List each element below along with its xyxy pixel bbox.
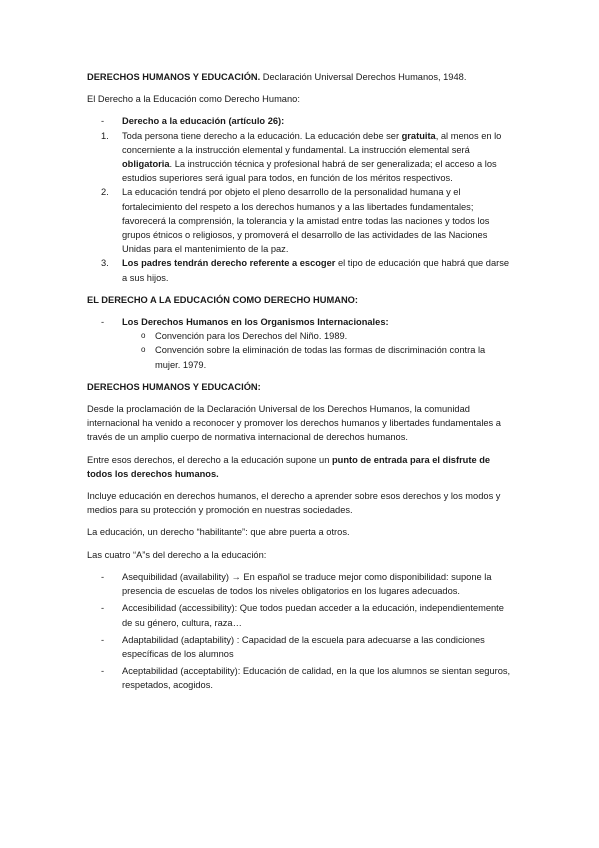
article-26-item <box>87 114 512 128</box>
heading-derechos-humanos-educacion <box>87 70 512 84</box>
sub-item-2 <box>87 343 512 371</box>
item-number: 1. <box>101 130 109 141</box>
heading-bold: DERECHOS HUMANOS Y EDUCACIÓN. <box>87 72 261 82</box>
sub-item-text: Convención sobre la eliminación de todas las formas de discriminación contra la mujer. 1979. <box>155 345 486 370</box>
organismos-label: Los Derechos Humanos en los Organismos Internacionales: <box>122 317 389 328</box>
four-a-text: Asequibilidad (availability) → En español se traduce mejor como disponibilidad: supone la presencia de escuelas de todos los niveles obligatorios en los lugares adecuados. <box>122 571 492 597</box>
numbered-item-3 <box>87 256 512 284</box>
heading-rest: Declaración Universal Derechos Humanos, 1948. <box>260 72 467 82</box>
four-a-item-2 <box>87 601 512 629</box>
item-number: 2. <box>101 187 109 198</box>
sub-item-text: Convención para los Derechos del Niño. 1989. <box>155 331 348 342</box>
article-26-label: Derecho a la educación (artículo 26): <box>122 116 285 127</box>
item-bold: gratuita <box>401 130 436 141</box>
numbered-item-1 <box>87 129 512 186</box>
four-a-item-1 <box>87 570 512 598</box>
heading-bold: DERECHOS HUMANOS Y EDUCACIÓN: <box>87 381 261 392</box>
four-a-item-3 <box>87 633 512 661</box>
paragraph-1: Desde la proclamación de la Declaración Universal de los Derechos Humanos, la comunidad internacional ha venido a reconocer y promover los derechos humanos y libertades fundamentales a través de un amplio cuerpo de normativa internacional de derechos humanos. <box>87 404 501 443</box>
organismos-item <box>87 315 512 329</box>
paragraph-5: Las cuatro “A”s del derecho a la educación: <box>87 549 267 560</box>
item-number: 3. <box>101 258 109 269</box>
four-a-text: Aceptabilidad (acceptability): Educación de calidad, en la que los alumnos se sientan seguros, respetados, acogidos. <box>122 666 511 691</box>
numbered-item-2 <box>87 185 512 256</box>
dash-bullet: - <box>101 317 105 328</box>
item-text: . La instrucción técnica y profesional habrá de ser generalizada; el acceso a los estudios superiores será igual para todos, en función de los méritos respectivos. <box>122 159 497 184</box>
item-text: , al menos en lo concerniente a la instrucción elemental y fundamental. La instrucción elemental será <box>122 130 502 155</box>
dash-bullet: - <box>101 571 105 582</box>
intro-text: El Derecho a la Educación como Derecho Humano: <box>87 94 300 105</box>
document-page <box>87 70 512 693</box>
paragraph-2 <box>87 453 512 481</box>
item-text: el tipo de educación que habrá que darse a sus hijos. <box>122 258 510 283</box>
circle-bullet: o <box>141 331 146 341</box>
item-bold: Los padres tendrán derecho referente a escoger <box>122 258 336 269</box>
paragraph-4: La educación, un derecho “habilitante”: que abre puerta a otros. <box>87 527 350 538</box>
four-a-text: Adaptabilidad (adaptability) : Capacidad de la escuela para adecuarse a las condiciones específicas de los alumnos <box>122 634 485 659</box>
dash-bullet: - <box>101 116 105 127</box>
dash-bullet: - <box>101 634 105 645</box>
sub-item-1 <box>87 329 512 343</box>
heading-derechos-humanos-educacion-2 <box>87 380 512 394</box>
item-bold: obligatoria <box>122 159 170 170</box>
paragraph-3: Incluye educación en derechos humanos, el derecho a aprender sobre esos derechos y los modos y medios para su protección y promoción en nuestras sociedades. <box>87 491 501 516</box>
heading-bold: EL DERECHO A LA EDUCACIÓN COMO DERECHO HUMANO: <box>87 294 358 305</box>
item-text: Toda persona tiene derecho a la educación. La educación debe ser <box>122 130 402 141</box>
four-a-text: Accesibilidad (accessibility): Que todos puedan acceder a la educación, independientemente de su género, cultura, raza… <box>122 603 504 628</box>
item-text: La educación tendrá por objeto el pleno desarrollo de la personalidad humana y el fortalecimiento del respeto a los derechos humanos y a las libertades fundamentales; favorecerá la comprensión, la tolerancia y la amistad entre todas las naciones y todos los grupos étnicos o religiosos, y promoverá el desarrollo de las actividades de las Naciones Unidas para el mantenimiento de la paz. <box>122 187 490 255</box>
circle-bullet: o <box>141 345 146 355</box>
paragraph-bold: punto de entrada para el disfrute de todos los derechos humanos. <box>87 454 491 479</box>
dash-bullet: - <box>101 603 105 614</box>
dash-bullet: - <box>101 666 105 677</box>
paragraph-text: Entre esos derechos, el derecho a la educación supone un <box>87 454 332 465</box>
heading-derecho-educacion <box>87 293 512 307</box>
four-a-item-4 <box>87 664 512 692</box>
